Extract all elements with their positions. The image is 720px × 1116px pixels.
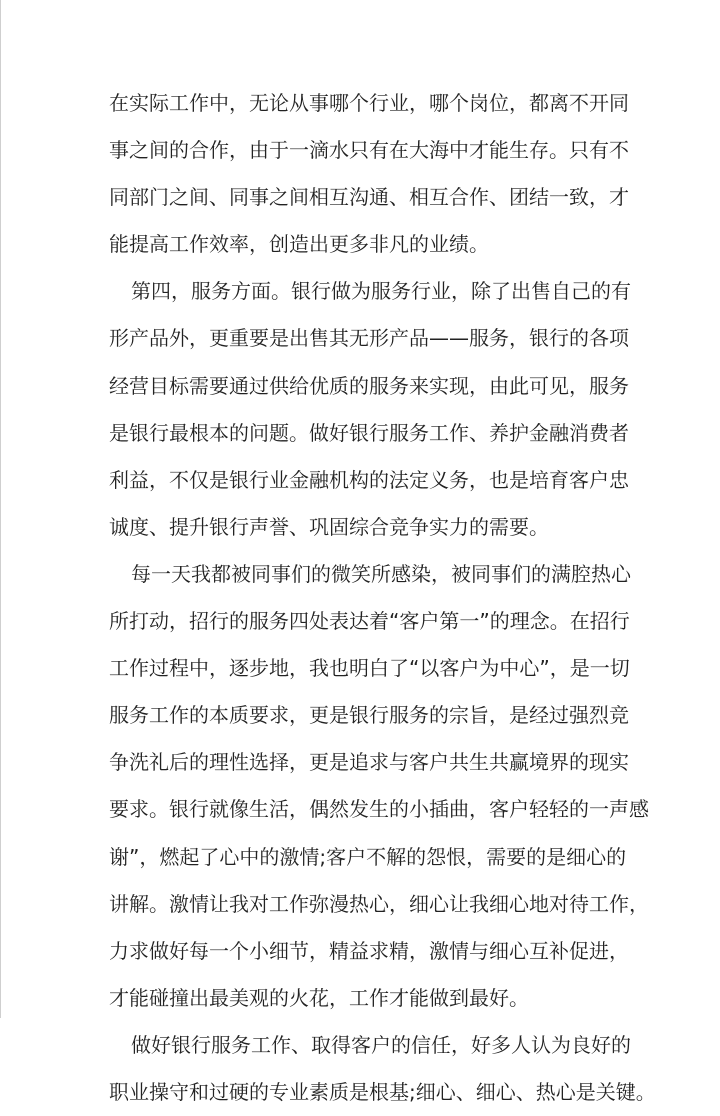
text-line: 工作过程中，逐步地，我也明白了“以客户为中心”，是一切 — [109, 656, 630, 681]
text-line: 能提高工作效率，创造出更多非凡的业绩。 — [109, 232, 489, 257]
text-line: 第四，服务方面。银行做为服务行业，除了出售自己的有 — [131, 279, 631, 304]
text-line: 谢”，燃起了心中的激情;客户不解的怨恨，需要的是细心的 — [109, 844, 627, 869]
body-text — [109, 80, 656, 1116]
text-line: 才能碰撞出最美观的火花，工作才能做到最好。 — [109, 985, 529, 1010]
text-line: 讲解。激情让我对工作弥漫热心，细心让我细心地对待工作， — [109, 891, 649, 916]
text-line: 每一天我都被同事们的微笑所感染，被同事们的满腔热心 — [131, 561, 631, 586]
text-line: 要求。银行就像生活，偶然发生的小插曲，客户轻轻的一声感 — [109, 797, 649, 822]
text-line: 所打动，招行的服务四处表达着“客户第一”的理念。在招行 — [109, 609, 630, 634]
text-line: 利益，不仅是银行业金融机构的法定义务，也是培育客户忠 — [109, 467, 629, 492]
text-line: 在实际工作中，无论从事哪个行业，哪个岗位，都离不开同 — [109, 91, 629, 115]
text-line: 做好银行服务工作、取得客户的信任，好多人认为良好的 — [131, 1032, 631, 1057]
text-line: 服务工作的本质要求，更是银行服务的宗旨，是经过强烈竞 — [109, 703, 629, 728]
text-line: 职业操守和过硬的专业素质是根基;细心、细心、热心是关键。 — [109, 1079, 656, 1104]
paragraph-4 — [109, 1022, 656, 1116]
text-line: 是银行最根本的问题。做好银行服务工作、养护金融消费者 — [109, 420, 629, 445]
text-line: 形产品外，更重要是出售其无形产品——服务，银行的各项 — [109, 326, 629, 351]
text-line: 争洗礼后的理性选择，更是追求与客户共生共赢境界的现实 — [109, 750, 629, 775]
text-line: 同部门之间、同事之间相互沟通、相互合作、团结一致，才 — [109, 185, 629, 210]
paragraph-1 — [109, 80, 629, 268]
text-line: 经营目标需要通过供给优质的服务来实现，由此可见，服务 — [109, 373, 629, 398]
text-line: 诚度、提升银行声誉、巩固综合竞争实力的需要。 — [109, 514, 549, 539]
paragraph-3 — [109, 551, 649, 1022]
text-line: 事之间的合作，由于一滴水只有在大海中才能生存。只有不 — [109, 138, 629, 163]
paragraph-2 — [109, 268, 631, 551]
text-line: 力求做好每一个小细节，精益求精，激情与细心互补促进， — [109, 938, 629, 963]
